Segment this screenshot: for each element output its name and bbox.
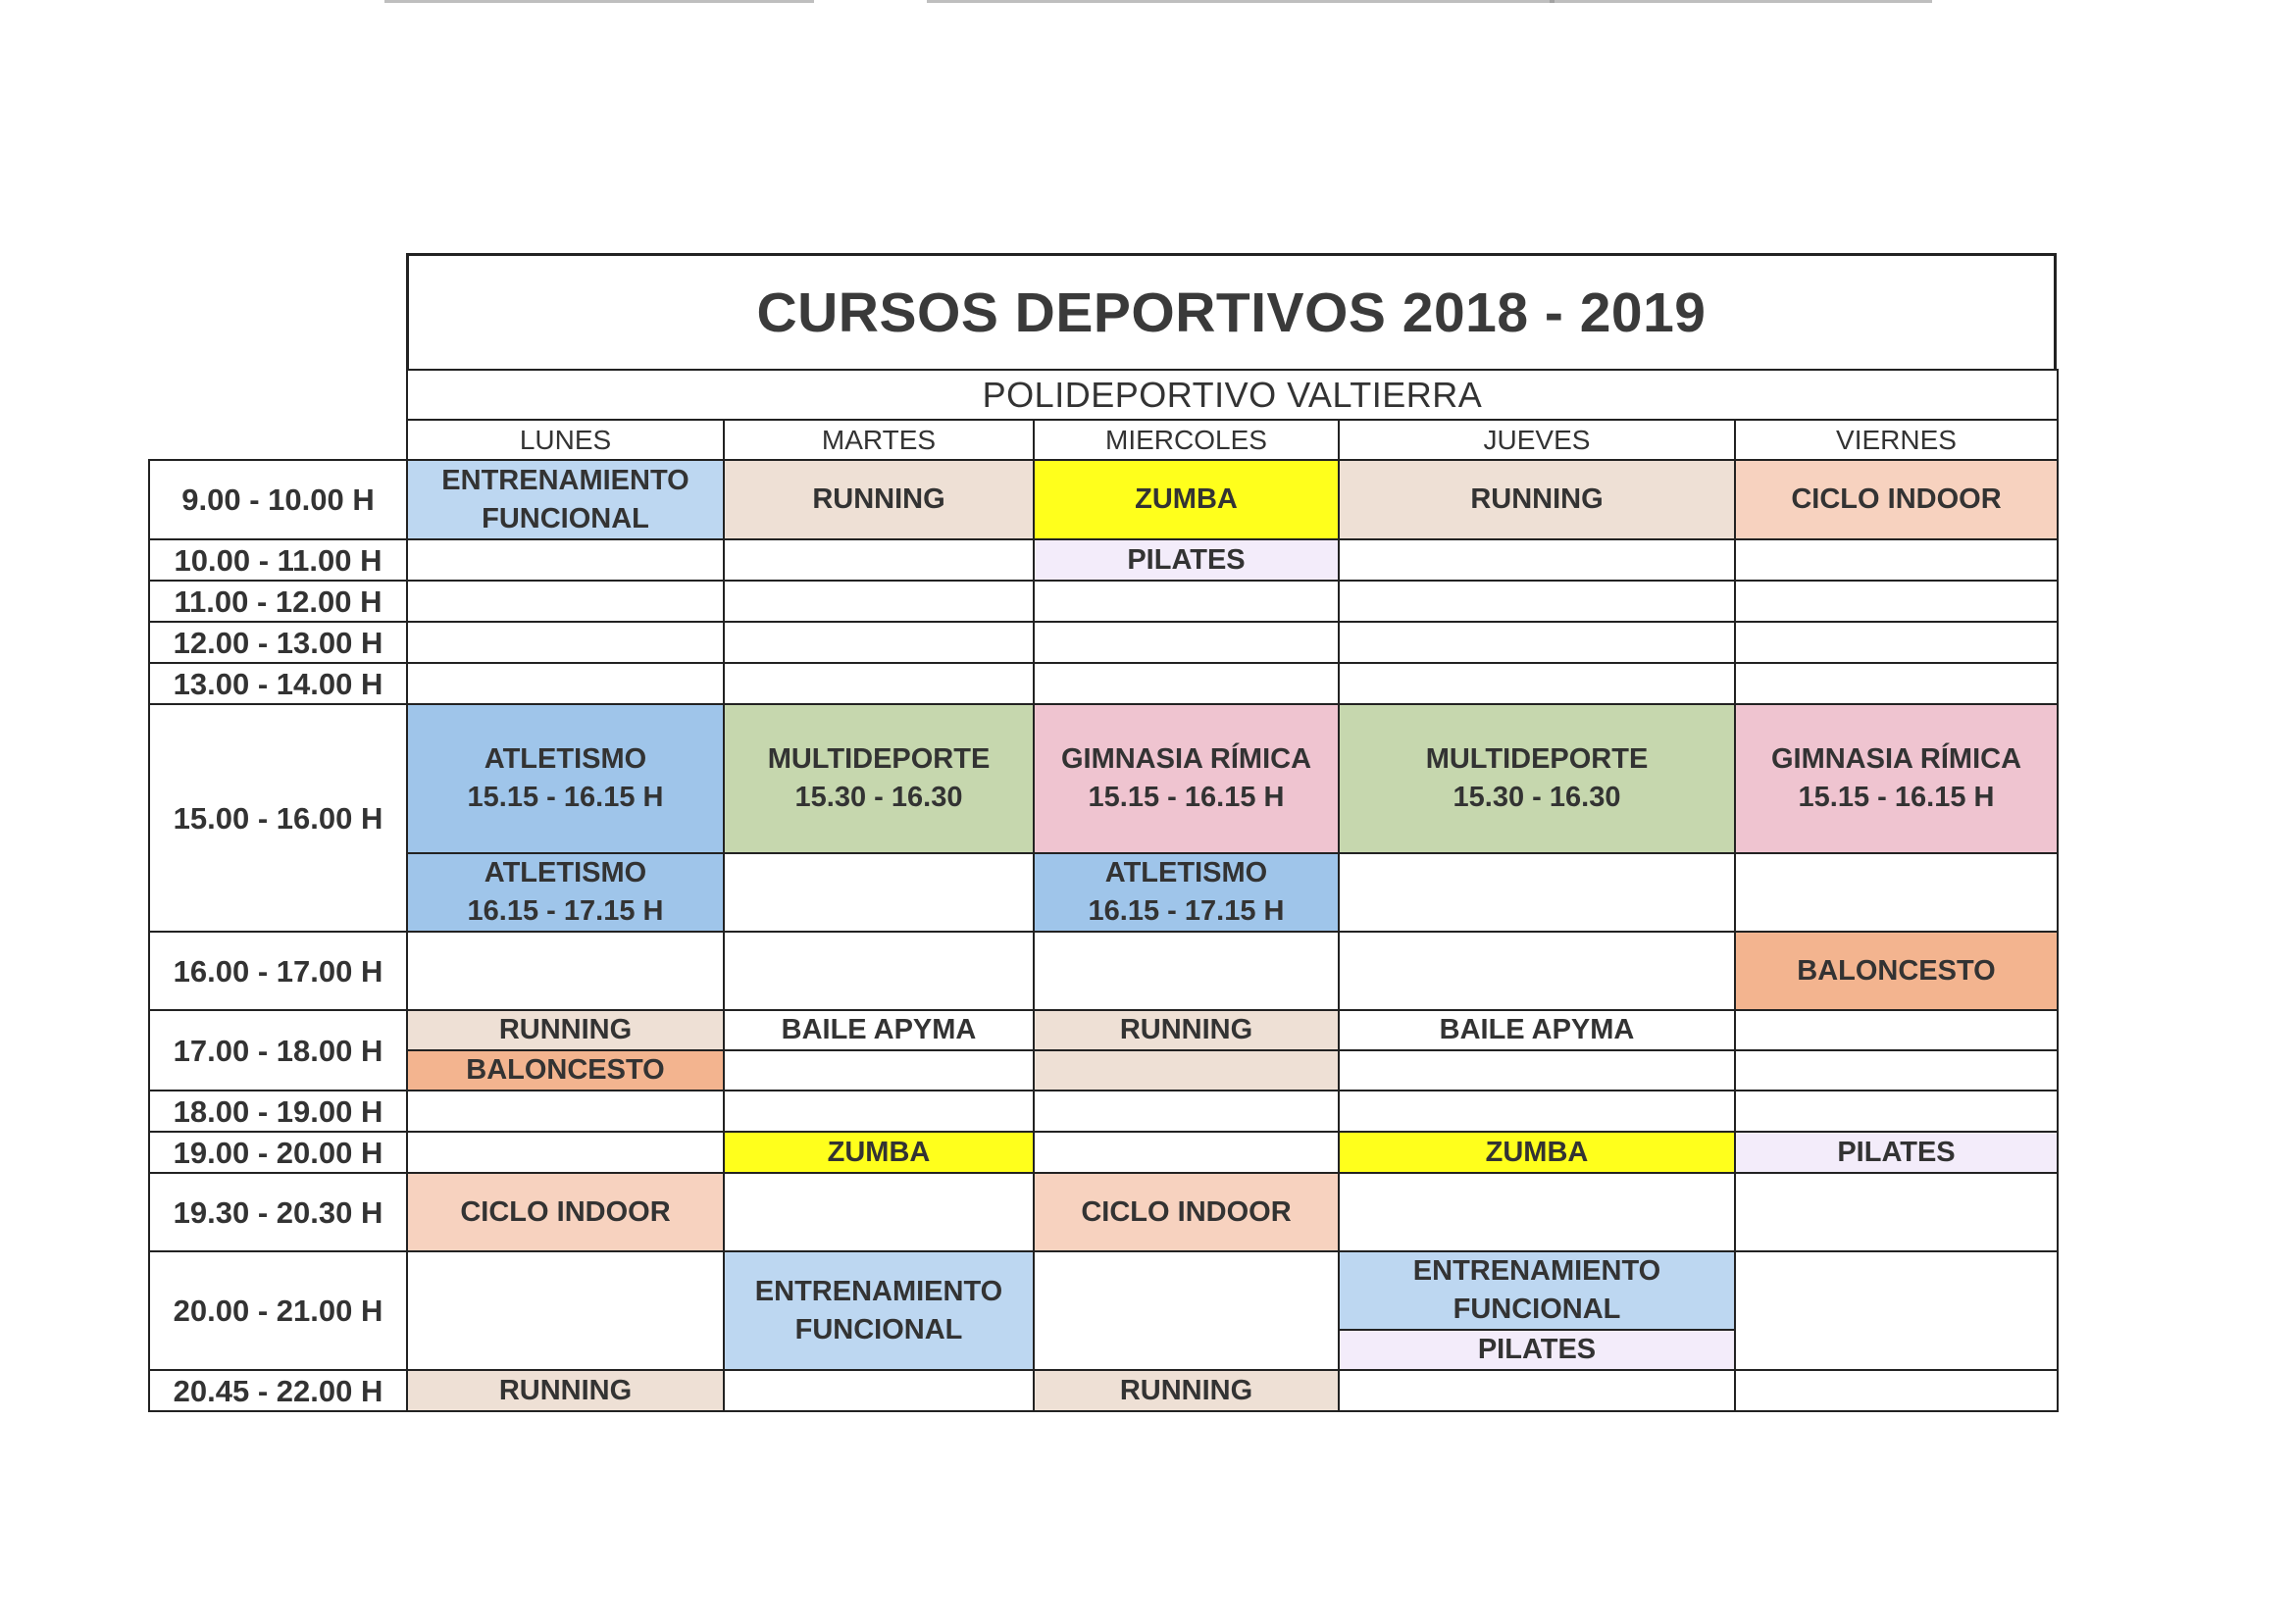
empty-cell [407, 1132, 724, 1173]
empty-cell [1735, 1091, 2058, 1132]
activity-time: 15.30 - 16.30 [1453, 782, 1621, 813]
empty-cell [724, 932, 1034, 1010]
time-label: 13.00 - 14.00 H [149, 663, 407, 704]
day-header-lunes: LUNES [407, 420, 724, 460]
activity-name: GIMNASIA RÍMICA [1770, 743, 2022, 775]
empty-cell [724, 1370, 1034, 1411]
time-label: 20.00 - 21.00 H [149, 1251, 407, 1370]
empty-cell [724, 663, 1034, 704]
time-label: 16.00 - 17.00 H [149, 932, 407, 1010]
activity-name: FUNCIONAL [1453, 1294, 1621, 1325]
activity-cell [1735, 704, 2058, 853]
empty-cell [1339, 853, 1735, 932]
empty-cell [1735, 1173, 2058, 1251]
activity-cell: BALONCESTO [407, 1050, 724, 1091]
activity-cell: RUNNING [407, 1370, 724, 1411]
time-label: 9.00 - 10.00 H [149, 460, 407, 539]
time-row-12 [149, 622, 2058, 663]
activity-cell: BAILE APYMA [1339, 1010, 1735, 1050]
time-label: 17.00 - 18.00 H [149, 1010, 407, 1091]
time-row-1930 [149, 1173, 2058, 1251]
empty-cell [407, 1251, 724, 1370]
activity-name: FUNCIONAL [482, 502, 649, 534]
time-row-9 [149, 460, 2058, 539]
activity-cell: PILATES [1034, 539, 1339, 581]
activity-name: ENTRENAMIENTO [441, 464, 689, 496]
activity-cell: ZUMBA [1034, 460, 1339, 539]
schedule-table [148, 369, 2059, 1412]
activity-cell: CICLO INDOOR [1034, 1173, 1339, 1251]
empty-cell [724, 539, 1034, 581]
empty-cell [1735, 1370, 2058, 1411]
empty-cell [1339, 932, 1735, 1010]
empty-cell [724, 581, 1034, 622]
activity-time: 15.15 - 16.15 H [1798, 782, 1995, 813]
activity-cell [1339, 1251, 1735, 1330]
activity-name: ATLETISMO [1104, 857, 1268, 888]
activity-cell: BAILE APYMA [724, 1010, 1034, 1050]
page-title: CURSOS DEPORTIVOS 2018 - 2019 [756, 280, 1707, 344]
time-row-2045 [149, 1370, 2058, 1411]
activity-cell: ZUMBA [1339, 1132, 1735, 1173]
time-row-13 [149, 663, 2058, 704]
scan-edge-line [1550, 0, 1932, 3]
activity-cell [407, 704, 724, 853]
activity-cell [724, 704, 1034, 853]
activity-name: MULTIDEPORTE [767, 743, 991, 775]
day-header-martes: MARTES [724, 420, 1034, 460]
activity-cell [407, 853, 724, 932]
empty-cell [1034, 1132, 1339, 1173]
time-row-17-first [149, 1010, 2058, 1050]
title-box [406, 253, 2057, 369]
time-label: 15.00 - 16.00 H [149, 704, 407, 932]
empty-cell [407, 539, 724, 581]
time-row-17-second [149, 1050, 2058, 1091]
time-row-10 [149, 539, 2058, 581]
empty-cell [1034, 581, 1339, 622]
time-label: 11.00 - 12.00 H [149, 581, 407, 622]
activity-cell [1034, 704, 1339, 853]
time-row-11 [149, 581, 2058, 622]
activity-name: FUNCIONAL [794, 1313, 963, 1345]
activity-cell: RUNNING [407, 1010, 724, 1050]
time-row-20-first [149, 1251, 2058, 1330]
time-label: 19.30 - 20.30 H [149, 1173, 407, 1251]
activity-name: ENTRENAMIENTO [1412, 1255, 1661, 1287]
activity-cell: RUNNING [1034, 1370, 1339, 1411]
empty-cell [407, 1091, 724, 1132]
scan-edge-line [384, 0, 814, 3]
empty-cell [724, 622, 1034, 663]
empty-cell [1735, 853, 2058, 932]
empty-cell [1034, 1050, 1339, 1091]
empty-cell [1735, 1050, 2058, 1091]
empty-cell [1339, 1091, 1735, 1132]
activity-cell: PILATES [1735, 1132, 2058, 1173]
activity-time: 15.15 - 16.15 H [467, 782, 664, 813]
time-label: 20.45 - 22.00 H [149, 1370, 407, 1411]
empty-cell [407, 581, 724, 622]
activity-cell: BALONCESTO [1735, 932, 2058, 1010]
empty-cell [1735, 539, 2058, 581]
empty-cell [1339, 622, 1735, 663]
empty-cell [1735, 663, 2058, 704]
empty-cell [407, 622, 724, 663]
time-label: 10.00 - 11.00 H [149, 539, 407, 581]
day-header-jueves: JUEVES [1339, 420, 1735, 460]
activity-cell [407, 460, 724, 539]
scan-edge-line [927, 0, 1555, 3]
subtitle-row [149, 370, 2058, 420]
empty-cell [407, 663, 724, 704]
empty-cell [407, 932, 724, 1010]
activity-cell: RUNNING [1034, 1010, 1339, 1050]
empty-cell [724, 1050, 1034, 1091]
empty-cell [724, 1173, 1034, 1251]
activity-cell: CICLO INDOOR [1735, 460, 2058, 539]
activity-time: 15.30 - 16.30 [794, 782, 963, 813]
empty-cell [1735, 622, 2058, 663]
empty-cell [1735, 581, 2058, 622]
activity-cell: CICLO INDOOR [407, 1173, 724, 1251]
activity-name: GIMNASIA RÍMICA [1060, 743, 1312, 775]
activity-cell [724, 1251, 1034, 1370]
empty-cell [724, 1091, 1034, 1132]
activity-name: ATLETISMO [484, 857, 647, 888]
venue-subtitle: POLIDEPORTIVO VALTIERRA [407, 370, 2058, 420]
activity-cell [1339, 704, 1735, 853]
empty-cell [1339, 1173, 1735, 1251]
time-row-15-second [149, 853, 2058, 932]
day-header-miercoles: MIERCOLES [1034, 420, 1339, 460]
day-header-viernes: VIERNES [1735, 420, 2058, 460]
empty-cell [1034, 932, 1339, 1010]
empty-cell [1735, 1251, 2058, 1370]
time-row-18 [149, 1091, 2058, 1132]
empty-cell [1034, 663, 1339, 704]
corner-blank [149, 370, 407, 420]
activity-time: 16.15 - 17.15 H [1088, 895, 1285, 927]
activity-name: MULTIDEPORTE [1425, 743, 1649, 775]
activity-cell: RUNNING [1339, 460, 1735, 539]
activity-cell [1034, 853, 1339, 932]
empty-cell [1339, 581, 1735, 622]
activity-cell: ZUMBA [724, 1132, 1034, 1173]
time-row-19 [149, 1132, 2058, 1173]
activity-name: ENTRENAMIENTO [754, 1275, 1003, 1307]
activity-cell: PILATES [1339, 1330, 1735, 1370]
empty-cell [1034, 622, 1339, 663]
time-label: 19.00 - 20.00 H [149, 1132, 407, 1173]
empty-cell [1735, 1010, 2058, 1050]
empty-cell [1339, 1050, 1735, 1091]
empty-cell [1339, 663, 1735, 704]
empty-cell [1034, 1251, 1339, 1370]
activity-time: 16.15 - 17.15 H [467, 895, 664, 927]
time-label: 18.00 - 19.00 H [149, 1091, 407, 1132]
empty-cell [1339, 539, 1735, 581]
activity-time: 15.15 - 16.15 H [1088, 782, 1285, 813]
time-row-16 [149, 932, 2058, 1010]
time-row-15-first [149, 704, 2058, 853]
activity-cell: RUNNING [724, 460, 1034, 539]
time-label: 12.00 - 13.00 H [149, 622, 407, 663]
empty-cell [1034, 1091, 1339, 1132]
empty-cell [724, 853, 1034, 932]
empty-cell [1339, 1370, 1735, 1411]
activity-name: ATLETISMO [484, 743, 647, 775]
corner-blank [149, 420, 407, 460]
days-header-row [149, 420, 2058, 460]
